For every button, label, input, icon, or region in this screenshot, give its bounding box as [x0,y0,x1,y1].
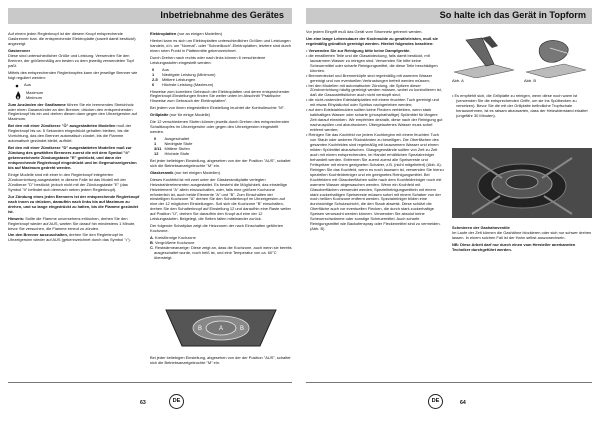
list-item: B. Vergrößerte Kochzone [150,240,195,246]
hob-zone-diagram [160,306,282,350]
page-header [8,8,292,24]
zuenden-bold: Zum Anzünden der Gasflamme [8,101,66,107]
zuenden-paragraph [8,103,142,123]
knob-max-label: Maximum [26,89,44,95]
schmieren-text: Im Laufe der Zeit können die Gashähne blockieren oder sich nur schwer drehen lassen. In einem solchen Fall ist der Hahn selbst auszuwechseln. [452,229,592,240]
elektroplatten-text-2: Durch Drehen nach rechts oder nach links können 6 verschiedene Leistungsstufen eingestellt werden: [150,54,266,65]
gas-burner-image [452,148,592,218]
page-number: 64 [460,400,466,406]
intro-text: Auf einem jeden Reglerknopf ist der diesem Knopf entsprechende Gasbrenner bzw. die entsprechende Elektroplatte (soweit damit bestückt) angezeigt. [8,32,136,46]
nb-text: NB: Diese Arbeit darf nur durch einen vom Hersteller anerkannten Techniker durchgeführt werden. [452,241,576,252]
list-item: • bei den Modellen mit automatischer Zündung, die Spitzen dieser Zündvorrichtung häufig gereinigt werden müssen, wobei zu kontrollieren ist, daß die Gasaustrittslöcher auch nicht verstopft sind; [306,82,442,98]
stufe-text: Mittlere Leistungen [162,76,196,82]
stufe-text: Höchste Leistung (Maximum) [162,81,214,87]
diagram-label-b-right: B [240,326,245,332]
elektroplatten-note: (nur an einigen Modellen) [176,32,223,36]
page-header [306,8,592,24]
hinweis-paragraph [8,217,142,232]
knob-min-label: Minimum [26,94,42,100]
bullet-text: Brennerdeckel und Brennerköpfe sind regelmäßig mit warmem Wasser gereinigt und von eventuellen Verkrustungen befreit werden müssen; [308,72,433,83]
hinweise-text: Hinweise zum korrekten Gebrauch der Elektroplatten und deren entsprechender Reglerknopf-Einstellungen finden Sie weiter unten im Abschnitt "Praktische Hinweise zum Gebrauch der Elektroplatten". [150,88,290,104]
einige-paragraph: Einige Modelle sind mit einer in den Reglerknopf integrierten Zündvorrichtung ausgestattet; in diesem Falle ist das Modell mit der Zündkerze "D" bestückt; jedoch nicht mit der Zündungstaste "E" (das Symbol "ö" befindet sich demnach neben jedem Reglerknopf). [8,171,128,192]
bullet-text: die nicht-rostenden Edelstahlplatten mit einem feuchten Tuch gereinigt und mit etwas Ethylalkohol oder Spiritus nachgerieben werden; [308,97,439,108]
bottom-note-text: Bei jeder beliebigen Einstellung, abgesehen von der der Position "AUS", schaltet sich die Betriebsanzeigeleuchte "M" ein. [150,356,291,365]
stufe-num: 0 [154,136,157,142]
bullet-text: bei den Modellen mit automatischer Zündung, die Spitzen dieser Zündvorrichtung häufig gereinigt werden müssen, wobei zu kontrollieren ist, daß die Gasaustrittslöcher auch nicht verstopft sind; [308,82,442,98]
list-item: • Reinigen Sie das Kochfeld vor jedem Kochbeginn mit einem feuchten Tuch von Staub oder anderen Rückständen zu beseitigen. Die Oberflächen des gesamten Kochfeldes sind regelmäßig mit lauwarmem Wasser und einem milden Spülmittel abzuwischen. Glasgegenstände sollten von Zeit zu Zeit auch mit einem entsprechenden, im Handel erhältlichen Spezialreiniger behandelt werden. Entfernen Sie zuerst zuerst alle Speisereste und Fettspritzer mit einem geeigneten Schaber, z.B. (nicht mitgeliefert) (Abb. A). Reinigen Sie das Kochfeld, wenn es noch lauwarm ist, verwenden Sie hierzu speziellen Kochfeldreiniger und ein geeignetes Reinigungsmittel. Bei Kochfeldern mit Glasoberflächen sollte nach dem Kochfeldreiniger noch mit warmem Wasser abgewaschen werden. Wenn ein Kochfeld mit Glasoberflächen verwendet werden, Speziellreinigungsmitteln mit einem stark zuckerhaltigen Speisereste müssen sofort mit einem Schaber von der noch heißen Kochzone entfernt werden. Spezialreiniger bilden eine durchsichtige Schutzschicht, die den Staub abweist. Diese schützt die Oberfläche auch vor eventuellen Flecken, die durch stark zuckerhaltige Speisen verursacht werden können. Verwenden Sie absolut keine Scheuerschwämme oder sonstige Scheuermittel. Auch scharfe Reinigungsmittel wie Backofenspray oder Fleckenmittel sind zu vermeiden. (Abb. B) [306,132,444,232]
knob-aus-label: Aus [24,82,31,88]
elektroplatten-title: Elektroplatten [150,32,177,36]
ausschalten-bold: Um den Brenner auszuschalten, [8,232,68,238]
gasbrenner-heading: Gasbrenner [8,47,31,53]
zone-list [150,236,292,261]
stufe-text: Höchste Stufe [164,150,190,156]
dot-icon [14,83,20,89]
right-column-2-top [452,94,592,134]
stufe-text: Ausgeschaltet [164,136,190,142]
elektroplatten-heading [150,32,292,37]
elektro2-paragraph: Bei den mit einer Zündkerze "D" ausgestatteten Modellen muß zur Zündung des gewählten Brenners zuerst die mit dem Symbol "ö" gekennzeichnete Zündungstaste "E" gedrückt, und dann der entsprechende Reglerknopf eingedrückt und im Gegenuhrzeigersinn bis auf Maximum gedreht werden. [8,145,137,171]
elektro-text: muß der Reglerknopf bis ca. 5 Sekunden eingedrückt gehalten bleiben, bis die Vorrichtung, das den Brenner automatisch zündet, bis die Flamme automatisch gezündet bleibt, aufhört. [8,123,132,144]
list-item: • die nicht-rostenden Edelstahlplatten mit einem feuchten Tuch gereinigt und mit etwas Ethylalkohol oder Spiritus nachgerieben werden; [306,97,439,108]
zone-text: Kreisförmige Kochzone [155,235,196,241]
figures-row [452,34,592,86]
list-item: • auf dem Edelstahlmulden sollten keine Flecken verbleiben, wenn stark kalkhaltiges Wasser oder scharfe (phosphathaltige) Spülmittel für längere Zeit darauf einwirken. Wir empfehlen deshalb, diese nach der Reinigung gut nachzuspülen und abzutrocknen. Übergelaufenes Wasser muss sofort entfernt werden; [306,107,443,133]
page-number: 63 [140,400,146,406]
kontrolleuchte-text: Bei jedem von ihnen eingestellten Einstellung leuchtet die Kontrolleuchte "M". [150,105,286,111]
right-page [300,0,600,424]
stufe-text: Aus [162,66,169,72]
figure-a-caption: Abb. A [452,78,464,83]
figure-b-cleaning-image [524,34,588,78]
footer-divider [8,382,292,383]
knob-legend-flame [14,91,142,101]
elektro-paragraph [8,124,142,144]
list-item: C. Restwärmeanzeige: Diese zeigt an, dass die Kochzone, auch wenn sie bereits ausgeschaltet wurde, noch heiß ist, und eine Temperatur von ca. 60°C übersteigt. [150,245,292,260]
left-column-1 [8,32,142,378]
list-item: • Es empfiehlt sich, die Grillplatte zu reinigen, wenn diese noch warm ist (verwenden Sie die entsprechenden Griffe, um sie ins Spülbecken zu versetzen). Bevor Sie die mit der Grillplatte befindliche Tropfschale herausnehmen, ist es ratsam abzuwarten, dass der Heizwiderstand erkaltet (ungefähr 30 Minuten). [452,94,588,118]
glaskeramik-note: (nur bei einigen Modellen) [173,169,221,175]
lebensdauer-text: Um eine lange Lebensdauer der Kochmulde zu gewährleisten, muß sie regelmäßig gründlich gereinigt werden. Hierbei folgendes beachten: [306,35,438,46]
left-bottom-note [150,356,292,378]
schmieren-heading: Schmieren der Gashahnventile [452,226,510,230]
stufe-text: Niedrigste Stufe [164,141,193,147]
right-column-2-bottom [452,226,592,286]
bullet-text: Reinigen Sie das Kochfeld vor jedem Kochbeginn mit einem feuchten Tuch von Staub oder anderen Rückständen zu beseitigen. Die Oberflächen des gesamten Kochfeldes sind regelmäßig mit lauwarmem Wasser und einem milden Spülmittel abzuwischen. Glasgegenstände sollten von Zeit zu Zeit auch mit einem entsprechenden, im Handel erhältlichen Spezialreiniger behandelt werden. Entfernen Sie zuerst zuerst alle Speisereste und Fettspritzer mit einem geeigneten Schaber, z.B. (nicht mitgeliefert) (Abb. A). Reinigen Sie das Kochfeld, wenn es noch lauwarm ist, verwenden Sie hierzu speziellen Kochfeldreiniger und ein geeignetes Reinigungsmittel. Bei Kochfeldern mit Glasoberflächen sollte nach dem Kochfeldreiniger noch mit warmem Wasser abgewaschen werden. Wenn ein Kochfeld mit Glasoberflächen verwendet werden, Speziellreinigungsmitteln mit einem stark zuckerhaltigen Speisereste müssen sofort mit einem Schaber von der noch heißen Kochzone entfernt werden. Spezialreiniger bilden eine durchsichtige Schutzschicht, die den Staub abweist. Diese schützt die Oberfläche auch vor eventuellen Flecken, die durch stark zuckerhaltige Speisen verursacht werden können. Verwenden Sie absolut keine Scheuerschwämme oder sonstige Scheuermittel. Auch scharfe Reinigungsmittel wie Backofenspray oder Fleckenmittel sind zu vermeiden. (Abb. B) [308,132,444,232]
grill-stufen-table [154,137,195,157]
language-badge: DE [169,394,184,409]
list-item: A. Kreisförmige Kochzone [150,235,196,241]
page-title: So halte ich das Gerät in Topform [439,10,586,20]
flame-icon [14,91,22,101]
stufe-num: 3/11 [154,145,162,151]
grillplatte-text: Die 12 verschiedenen Stufen können jeweils durch Drehen des entsprechenden Schaltknopfes im Uhrzeigersinn oder gegen den Uhrzeigersinn eingestellt werden. [150,119,290,135]
bullet-bold: Verwenden Sie zur Reinigung bitte keine Dampfgeräte. [308,47,411,53]
ausschalten-text: drehen Sie den Reglerknopf im Uhrzeigersinn wieder auf AUS (gekennzeichnet durch das Symbol "•"). [8,232,131,243]
zone-letter: B [150,240,153,246]
stufe-text: Mittlere Stufen [164,145,190,151]
footer-divider [306,382,592,383]
stufe-num: 1 [154,141,157,147]
gasbrenner-text: Diese sind unterschiedlicher Größe und Leistung. Verwenden Sie den Brenner, der größenmäßig am besten zu dem jeweilig verwendeten Topf paßt. [8,52,134,68]
stufen-list [152,68,292,88]
page-title: Inbetriebnahme des Gerätes [160,10,284,20]
elektro-bold: Bei den mit einer Zündkerze "Ö" ausgestatteten Modellen [8,123,116,129]
table-row [154,152,195,157]
figure-b-caption: Abb. B [524,78,537,83]
list-item [152,83,292,88]
glaskeramik-text: Dieses Kochfeld ist mit zwei unter der Glaskeramikplatte verlegten Heizstrahlerelementen ausgestattet. Es besteht die Möglichkeit, das einstellige Heizelement "A" allein einzuschalten, oder, falls eine größere Kochzone erforderlich ist, auch beide Elemente "A" und "B". Zum Einschalten der einstelligen Kochzone "A" drehen Sie den Schalterknopf im Uhrzeigersinn auf eine der 12 möglichen Einstellungen. Soll sich die Kochzone "B" einschalten, drehen Sie den Schalterknopf auf Einstellung 12 und daraufhin eine Raste weiter auf Position "Ü", drehen Sie daraufhin den Knopf auf eine der 12 Leistungsstufen. Beigelegt, die Seiten fallen miteinander zurück. [150,176,291,222]
grillplatte-note: (nur für einige Modelle) [168,112,210,118]
zone-text: Vergrößerte Kochzone [155,240,195,246]
grill-note: Bei jeder beliebigen Einstellung, abgesehen von der der Position "AUS", schaltet sich die Betriebsanzeigeleuchte "M" ein. [150,157,291,168]
hinweis-bold: Hinweis: [8,215,25,221]
knob-legend-aus [14,83,142,89]
diagram-label-a: A [219,326,224,332]
bullet-text: die emaillierten Teile und die Glasabdeckung, falls damit bestückt, mit lauwarmem Wasser zu reinigen sind. Verwenden Sie bitte keine Scheuermittel oder scharfe Reinigungsmittel, die diese Teile beschädigen könnten. [308,52,438,73]
language-badge: DE [428,394,443,409]
bullet-text: auf dem Edelstahlmulden sollten keine Flecken verbleiben, wenn stark kalkhaltiges Wasser oder scharfe (phosphathaltige) Spülmittel für längere Zeit darauf einwirken. Wir empfehlen deshalb, diese nach der Reinigung gut nachzuspülen und abzutrocknen. Übergelaufenes Wasser muss sofort entfernt werden; [308,107,443,133]
stufe-text: Niedrigste Leistung (Minimum) [162,71,216,77]
list-item: • Verwenden Sie zur Reinigung bitte keine Dampfgeräte. [306,47,411,53]
grillplatte-title: Grillplatte [150,112,169,118]
figure-a-scraper-image [452,34,516,78]
hinweis-text: Sollte die Flamme unversehens erlöschen, drehen Sie den Reglerknopf wieder auf AUS, warten Sie darauf hin mindestens 1 Minute, bevor Sie versuchen, die Flamme erneut zu zünden. [8,215,136,231]
elektroplatten-text: Hierbei kann es sich um Elektroplatten unterschiedlicher Größen und Leistungen handeln, d.h. um "Normal"- oder "Schnellkoch"-Elektroplatten, letztere sind durch einen roten Punkt in Plattenmitte gekennzeichnet. [150,37,292,53]
glaskeramik-text-2: Der folgende Schaltplan zeigt die Heizzonen der nach Einschalten geführten Kochzone. [150,223,284,234]
stufe-num: 1 [152,71,155,77]
glaskeramik-heading [150,171,292,176]
ausschalten-paragraph [8,233,142,243]
zuendung-paragraph: Zur Zündung eines jeden Brenners ist der entsprechende Reglerknopf nach innen zu drücken, daraufhin nach links bis auf Maximum zu drehen, und so lange eingedrückt zu halten, bis die Flamme gezündet ist. [8,193,140,214]
stufe-num: 2-5 [152,76,158,82]
zuenden-text: führen Sie ein brennendes Streichholz oder einen Gasanzünder an den Brenner, drücken den entsprechenden Reglerknopf bis ein und drehen diesen dann gegen den Uhrzeigersinn auf Maximum. [8,101,137,122]
zone-letter: C [150,245,153,251]
list-item: • die emaillierten Teile und die Glasabdeckung, falls damit bestückt, mit lauwarmem Wasser zu reinigen sind. Verwenden Sie bitte keine Scheuermittel oder scharfe Reinigungsmittel, die diese Teile beschädigen könnten. [306,52,438,73]
zone-letter: A [150,235,153,241]
zone-text: Restwärmeanzeige: Diese zeigt an, dass die Kochzone, auch wenn sie bereits ausgeschaltet wurde, noch heiß ist, und eine Temperatur von ca. 60°C übersteigt. [154,245,292,260]
glaskeramik-title: Glaskeramik [150,169,174,175]
grillplatte-heading [150,113,292,118]
right-column-1 [306,30,444,378]
gasbrenner-text-2: Mittels des entsprechenden Reglerknopfes kann der jeweilige Brenner wie folgt reguliert werden: [8,69,138,80]
intro-text: Vor jedem Eingriff muß das Gerät vom Stromnetz getrennt werden. [306,30,423,34]
stufe-num: 12 [154,150,159,156]
list-item: • Brennerdeckel und Brennerköpfe sind regelmäßig mit warmem Wasser gereinigt und von eventuellen Verkrustungen befreit werden müssen; [306,72,433,83]
diagram-label-b-left: B [198,326,203,332]
stufe-num: 0 [152,66,155,72]
stufe-num: 6 [152,81,155,87]
bullet-text: Es empfiehlt sich, die Grillplatte zu reinigen, wenn diese noch warm ist (verwenden Sie die entsprechenden Griffe, um sie ins Spülbecken zu versetzen). Bevor Sie die mit der Grillplatte befindliche Tropfschale herausnehmen, ist es ratsam abzuwarten, dass der Heizwiderstand erkaltet (ungefähr 30 Minuten). [454,94,588,118]
